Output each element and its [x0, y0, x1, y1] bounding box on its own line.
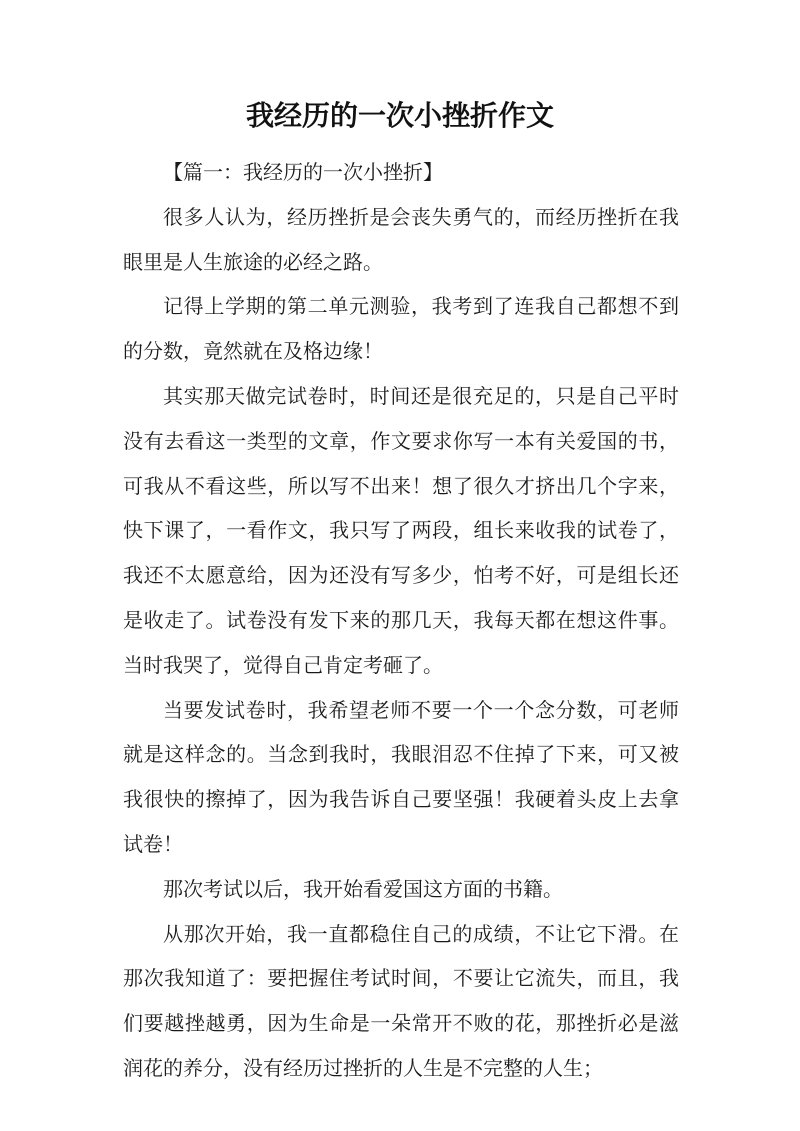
document-title: 我经历的一次小挫折作文	[245, 99, 554, 132]
paragraph: 记得上学期的第二单元测验，我考到了连我自己都想不到的分数，竟然就在及格边缘！	[123, 294, 679, 364]
paragraph: 很多人认为，经历挫折是会丧失勇气的，而经历挫折在我眼里是人生旅途的必经之路。	[123, 204, 679, 274]
section-heading: 【篇一：我经历的一次小挫折】	[163, 160, 443, 184]
paragraph: 其实那天做完试卷时，时间还是很充足的，只是自己平时没有去看这一类型的文章，作文要求你写一本有关爱国的书，可我从不看这些，所以写不出来！想了很久才挤出几个字来，快下课了，一看作文，我只写了两段，组长来收我的试卷了，我还不太愿意给，因为还没有写多少，怕考不好，可是组长还是收走了。试卷没有发下来的那几天，我每天都在想这件事。当时我哭了，觉得自己肯定考砸了。	[123, 383, 679, 677]
paragraph: 从那次开始，我一直都稳住自己的成绩，不让它下滑。在那次我知道了：要把握住考试时间，不要让它流失，而且，我们要越挫越勇，因为生命是一朵常开不败的花，那挫折必是滋润花的养分，没有经历过挫折的人生是不完整的人生；	[123, 921, 679, 1080]
paragraph: 那次考试以后，我开始看爱国这方面的书籍。	[163, 876, 563, 901]
document-body	[123, 150, 679, 1091]
paragraph: 当要发试卷时，我希望老师不要一个一个念分数，可老师就是这样念的。当念到我时，我眼泪忍不住掉了下来，可又被我很快的擦掉了，因为我告诉自己要坚强！我硬着头皮上去拿试卷！	[123, 697, 679, 856]
